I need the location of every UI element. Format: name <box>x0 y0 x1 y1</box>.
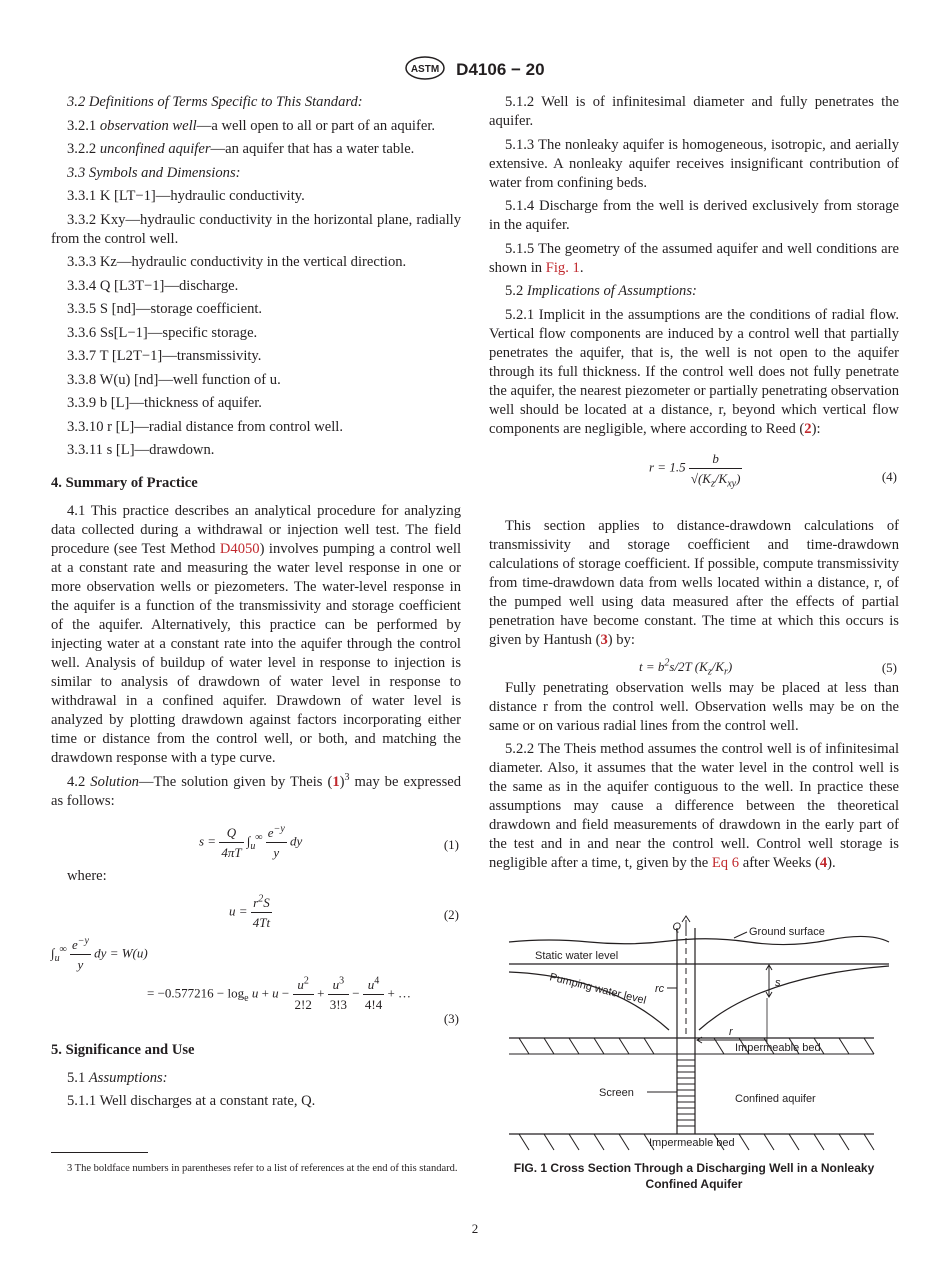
symbol-3-3-7: 3.3.7 T [L2T−1]—transmissivity. <box>67 348 262 364</box>
ref-3-link[interactable]: 3 <box>600 632 608 648</box>
equation-2: u = $\frac{r^2S}{4Tt}$ (2) <box>229 893 459 930</box>
svg-text:Pumping water level: Pumping water level <box>548 971 648 1007</box>
para-3-3: 3.3 Symbols and Dimensions: <box>67 164 241 181</box>
svg-text:Screen: Screen <box>599 1087 634 1099</box>
symbol-3-3-10: 3.3.10 r [L]—radial distance from control well. <box>67 418 343 435</box>
astm-logo-icon <box>405 56 445 85</box>
equation-4: r = 1.5 $\frac{b}{√(K_z/K_{xy})}$ (4) <box>649 451 897 490</box>
symbol-3-3-1: 3.3.1 K [LT−1]—hydraulic conductivity. <box>67 188 305 204</box>
footnote: 3 The boldface numbers in parentheses refer to a list of references at the end of this standard. <box>67 1163 458 1174</box>
para-4-1: 4.1 This practice describes an analytical procedure for analyzing data collected during a withdrawal or injection well test. The field procedure (see Test Method D4050) involves pumping a control well at a constant rate and measuring the water level response in one or more observation wells or piezometers. The water-level response in the aquifer is a function of the transmissivity and storage coefficient of the aquifer. Alternatively, this practice can be performed by injecting water at a constant rate into the aquifer through the control well. Analysis of buildup of water level in response to injection is similar to analysis of drawdown of water level in response to withdrawal in a confined aquifer. Drawdown of water level is analyzed by plotting drawdown against factors incorporating either time or distance from the control well, or both, and matching the drawdown response with a type curve. <box>51 503 461 766</box>
footnote-rule <box>51 1152 148 1153</box>
link-d4050[interactable]: D4050 <box>219 541 260 557</box>
svg-text:Confined aquifer: Confined aquifer <box>735 1093 816 1105</box>
figure-1-diagram <box>489 914 909 1154</box>
ref-4-link[interactable]: 4 <box>819 855 828 871</box>
equation-1: s = $\frac{Q}{4\pi T}$ $\int_u^\infty$ $\frac{e^{-y}}{y}$ dy (1) <box>199 823 459 860</box>
where-label: where: <box>67 868 107 884</box>
symbol-3-3-6: 3.3.6 Ss[L−1]—specific storage. <box>67 324 258 341</box>
section-4-heading: 4. Summary of Practice <box>51 475 198 491</box>
symbol-3-3-8: 3.3.8 W(u) [nd]—well function of u. <box>67 371 281 388</box>
symbol-3-3-4: 3.3.4 Q [L3T−1]—discharge. <box>67 277 239 294</box>
symbol-3-3-3: 3.3.3 Kz—hydraulic conductivity in the vertical direction. <box>67 254 407 270</box>
svg-text:ASTM: ASTM <box>411 64 440 75</box>
left-column <box>51 93 461 1116</box>
para-5-1: 5.1 Assumptions: <box>67 1069 168 1086</box>
para-5-1-3: 5.1.3 The nonleaky aquifer is homogeneous, isotropic, and aerially extensive. A nonleaky aquifer receives insignificant contribution of water from confining beds. <box>489 136 899 191</box>
page-number: 2 <box>471 1221 479 1236</box>
right-column <box>489 93 899 878</box>
para-4-2: 4.2 Solution—The solution given by Theis $(1)^3$ may be expressed as follows: <box>51 771 462 809</box>
section-5-heading: 5. Significance and Use <box>51 1041 195 1058</box>
para-3-2-1: 3.2.1 observation well—a well open to all or part of an aquifer. <box>67 117 436 134</box>
equation-5: $t = b^2s/2T$ $(K_z/K_r)$ (5) <box>639 657 897 678</box>
para-5-2: 5.2 Implications of Assumptions: <box>505 283 697 299</box>
para-5-1-5: 5.1.5 The geometry of the assumed aquifer and well conditions are shown in Fig. 1. <box>489 240 899 276</box>
symbol-3-3-5: 3.3.5 S [nd]—storage coefficient. <box>67 301 263 317</box>
para-section-applies: This section applies to distance-drawdown calculations of transmissivity and storage coefficient and time-drawdown calculations of storage coefficient. If possible, compute transmissivity from time-drawdown data from wells located within a distance, r, of the pumped well using data measured after the effects of partial penetration have become constant. The time at which this occurs is given by Hantush (3) by: <box>489 518 899 648</box>
para-fully-penetrating: Fully penetrating observation wells may be placed at less than distance r from the control well. Observation wells may be on the same or on various radial lines from the control well. <box>489 679 899 734</box>
svg-text:Ground surface: Ground surface <box>749 926 825 938</box>
para-5-1-1: 5.1.1 Well discharges at a constant rate, Q. <box>67 1093 316 1109</box>
link-fig-1[interactable]: Fig. 1 <box>545 259 580 276</box>
para-3-2: 3.2 Definitions of Terms Specific to This Standard: <box>67 94 363 110</box>
ref-1-link[interactable]: 1 <box>332 773 340 790</box>
para-5-2-2: 5.2.2 The Theis method assumes the control well is of infinitesimal diameter. Also, it assumes that the water level in the control well is the same as in the aquifer contiguous to the well. In practice these assumptions may cause a difference between the theoretical drawdown and field measurements of drawdown in the early part of the test and in and near the control well. Control well storage is negligible after a time, t, given by the Eq 6 after Weeks (4). <box>489 741 899 871</box>
page-header <box>0 56 950 85</box>
equation-3: $\int_u^\infty$ $\frac{e^{-y}}{y}$ dy = W(u) = $-0.577216 - \log_e u + u$ − $\frac{u^2}{2!2}$ + $\frac{u^3}{3!3}$ − $\frac{u^4}{4!4}$ + … (3) <box>51 935 459 1026</box>
designation: D4106 − 20 <box>456 59 545 79</box>
svg-text:rc: rc <box>655 983 665 995</box>
para-3-2-2: 3.2.2 unconfined aquifer—an aquifer that has a water table. <box>67 141 415 157</box>
svg-text:Q: Q <box>672 921 681 933</box>
upper-bed-hatch <box>519 1038 874 1054</box>
symbol-3-3-2: 3.3.2 Kxy—hydraulic conductivity in the horizontal plane, radially from the control well. <box>51 211 461 247</box>
svg-text:Impermeable bed: Impermeable bed <box>735 1042 821 1054</box>
well-screen <box>677 1060 695 1126</box>
ref-2-link[interactable]: 2 <box>804 420 812 437</box>
svg-text:r: r <box>729 1026 733 1038</box>
svg-text:s: s <box>775 977 781 989</box>
figure-caption: FIG. 1 Cross Section Through a Discharging Well in a Nonleaky Confined Aquifer <box>513 1161 875 1191</box>
svg-text:Static water level: Static water level <box>535 950 619 962</box>
link-eq-6[interactable]: Eq 6 <box>711 855 740 871</box>
symbol-3-3-11: 3.3.11 s [L]—drawdown. <box>67 442 215 458</box>
symbol-3-3-9: 3.3.9 b [L]—thickness of aquifer. <box>67 395 262 411</box>
para-5-2-1: 5.2.1 Implicit in the assumptions are the conditions of radial flow. Vertical flow components are induced by a control well that partially penetrates the aquifer, that is, the well is not open to the aquifer through its full thickness. If the control well does not fully penetrate the aquifer, the nearest piezometer or partially penetrating observation well should be located at a distance, r, beyond which vertical flow components are negligible, where according to Reed (2): <box>489 306 899 437</box>
para-5-1-4: 5.1.4 Discharge from the well is derived exclusively from storage in the aquifer. <box>489 198 899 233</box>
para-5-1-2: 5.1.2 Well is of infinitesimal diameter and fully penetrates the aquifer. <box>489 94 899 129</box>
svg-text:Impermeable bed: Impermeable bed <box>649 1137 735 1149</box>
